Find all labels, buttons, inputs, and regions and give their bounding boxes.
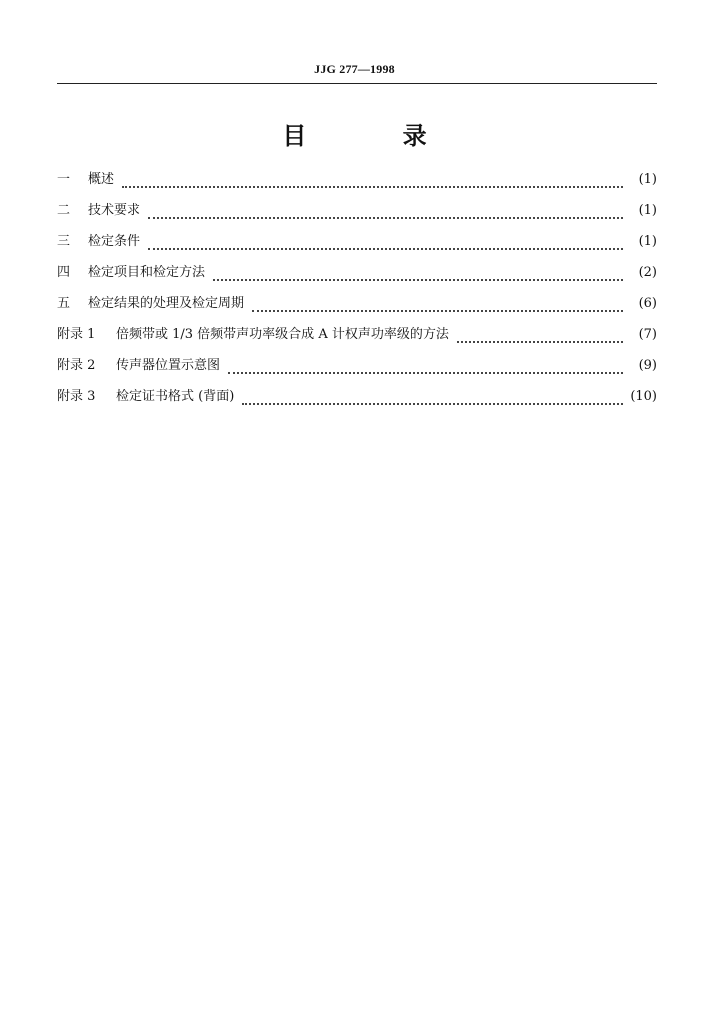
toc-entry-title: 检定证书格式 (背面) bbox=[116, 389, 235, 404]
toc-entry[interactable] bbox=[57, 292, 657, 323]
toc-leader-dots bbox=[148, 216, 623, 219]
toc-entry[interactable] bbox=[57, 199, 657, 230]
toc-entry-page: (1) bbox=[638, 234, 657, 249]
toc-leader-dots bbox=[213, 278, 623, 281]
toc-entry-number: 一 bbox=[57, 172, 71, 187]
toc-entry-page: (10) bbox=[630, 389, 657, 404]
toc-entry[interactable] bbox=[57, 323, 657, 354]
toc-entry[interactable] bbox=[57, 261, 657, 292]
toc-entry-number: 附录 1 bbox=[57, 327, 96, 342]
toc-entry-title: 检定结果的处理及检定周期 bbox=[88, 296, 245, 311]
toc-entry-number: 五 bbox=[57, 296, 71, 311]
toc-entry-page: (9) bbox=[638, 358, 657, 373]
toc-entry[interactable] bbox=[57, 168, 657, 199]
toc-leader-dots bbox=[228, 371, 623, 374]
toc-entry-title: 传声器位置示意图 bbox=[116, 358, 221, 373]
toc-entry-page: (6) bbox=[638, 296, 657, 311]
page-title: 目 录 bbox=[282, 122, 471, 150]
toc-leader-dots bbox=[122, 185, 623, 188]
toc-entry-number: 附录 3 bbox=[57, 389, 96, 404]
toc-entry-number: 四 bbox=[57, 265, 71, 280]
toc-entry[interactable] bbox=[57, 354, 657, 385]
toc-leader-dots bbox=[457, 340, 623, 343]
toc-entry-page: (1) bbox=[638, 172, 657, 187]
toc-entry-number: 二 bbox=[57, 203, 71, 218]
toc-leader-dots bbox=[148, 247, 623, 250]
toc-leader-dots bbox=[252, 309, 623, 312]
toc-entry-title: 检定项目和检定方法 bbox=[88, 265, 206, 280]
toc-entry-title: 概述 bbox=[88, 172, 115, 187]
page-header-code: JJG 277—1998 bbox=[314, 62, 395, 76]
toc-entry-number: 附录 2 bbox=[57, 358, 96, 373]
table-of-contents bbox=[57, 168, 657, 416]
toc-leader-dots bbox=[242, 402, 623, 405]
toc-entry-title: 倍频带或 1/3 倍频带声功率级合成 A 计权声功率级的方法 bbox=[116, 327, 449, 342]
toc-entry-page: (2) bbox=[638, 265, 657, 280]
toc-entry-number: 三 bbox=[57, 234, 71, 249]
toc-entry-title: 检定条件 bbox=[88, 234, 141, 249]
header-rule bbox=[57, 83, 657, 84]
toc-entry-title: 技术要求 bbox=[88, 203, 141, 218]
toc-entry[interactable] bbox=[57, 230, 657, 261]
toc-entry-page: (1) bbox=[638, 203, 657, 218]
toc-entry-page: (7) bbox=[638, 327, 657, 342]
toc-entry[interactable] bbox=[57, 385, 657, 416]
